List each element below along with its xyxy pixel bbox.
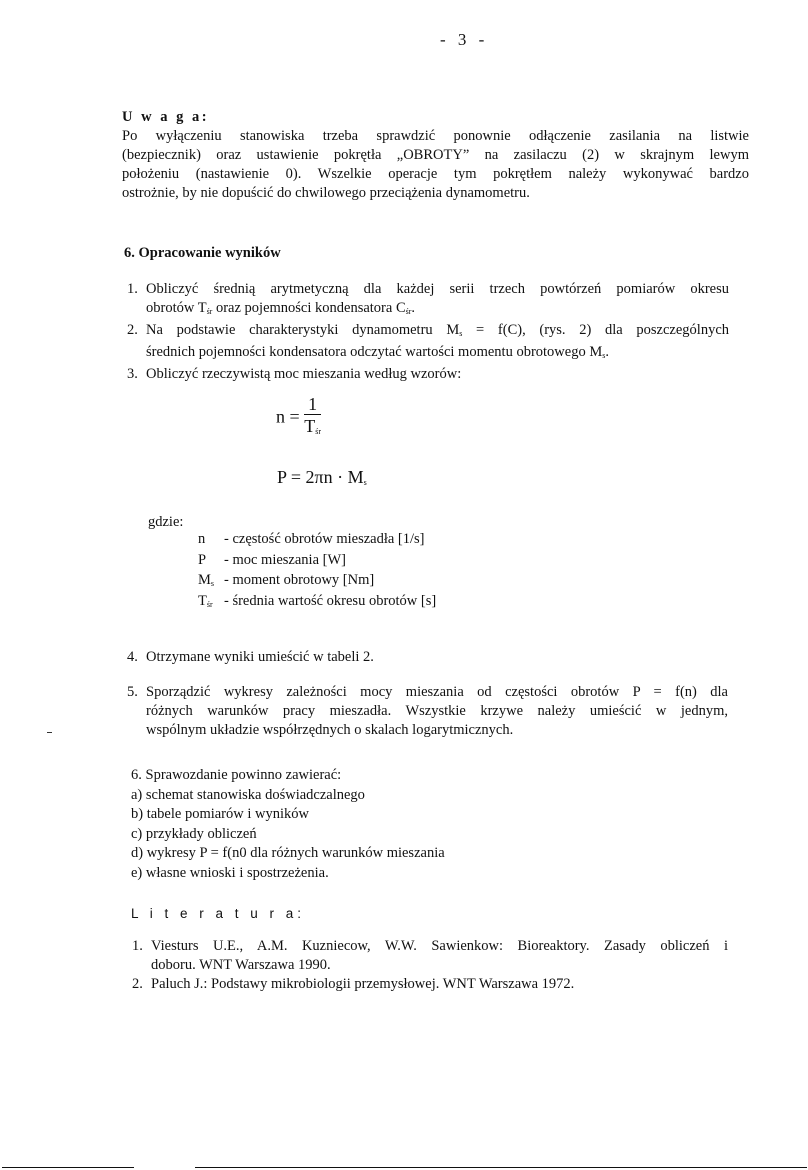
- subitem-c: c) przykłady obliczeń: [131, 825, 257, 842]
- subitem-e: e) własne wnioski i spostrzeżenia.: [131, 864, 329, 881]
- literature-item-1-line-1: Viesturs U.E., A.M. Kuzniecow, W.W. Sawienkow: Bioreaktory. Zasady obliczeń i: [151, 938, 728, 954]
- footer-rule-right: [195, 1167, 807, 1168]
- fraction-numerator: 1: [304, 394, 321, 415]
- list-item-1-line-1: Obliczyć średnią arytmetyczną dla każdej serii trzech powtórzeń pomiarów okresu: [146, 281, 729, 297]
- warning-line-3: położeniu (nastawienie 0). Wszelkie operacje tym pokrętłem należy wykonywać bardzo: [122, 166, 749, 182]
- page-number: - 3 -: [440, 30, 489, 49]
- subitem-a: a) schemat stanowiska doświadczalnego: [131, 786, 365, 803]
- literature-title: L i t e r a t u r a:: [131, 906, 306, 921]
- list-item-2: [121, 321, 729, 365]
- list-item-6-title: 6. Sprawozdanie powinno zawierać:: [131, 767, 342, 783]
- definition-row-p: P - moc mieszania [W]: [198, 551, 346, 568]
- section-title: 6. Opracowanie wyników: [124, 245, 281, 261]
- warning-line-1: Po wyłączeniu stanowiska trzeba sprawdzić ponownie odłączenie zasilania na listwie: [122, 128, 749, 144]
- list-item-3: [121, 365, 729, 384]
- literature-item-1-line-2: doboru. WNT Warszawa 1990.: [151, 957, 331, 973]
- footer-rule-left: [2, 1167, 134, 1168]
- definition-row-n: n - częstość obrotów mieszadła [1/s]: [198, 531, 425, 547]
- literature-item-2: [126, 975, 728, 994]
- list-item-number: 4.: [127, 649, 138, 665]
- definition-row-ms: $M_s$ - moment obrotowy [Nm]: [198, 572, 375, 588]
- list-item-number: 3.: [127, 366, 138, 382]
- list-item-5-line-2: różnych warunków pracy mieszadła. Wszystkie krzywe należy umieścić w jednym,: [146, 703, 728, 719]
- list-item-2-line-2: średnich pojemności kondensatora odczytać wartości momentu obrotowego $M_s$.: [146, 344, 609, 360]
- fraction: [304, 394, 321, 443]
- list-item-4: [121, 648, 751, 667]
- formula-n: [276, 394, 321, 443]
- warning-line-4: ostrożnie, by nie dopuścić do chwilowego przeciążenia dynamometru.: [122, 185, 530, 201]
- subitem-d: d) wykresy P = f(n0 dla różnych warunków mieszania: [131, 845, 445, 861]
- literature-item-1: [126, 937, 728, 975]
- list-item-5-line-3: wspólnym układzie współrzędnych o skalach logarytmicznych.: [146, 722, 514, 738]
- list-item-5-line-1: Sporządzić wykresy zależności mocy mieszania od częstości obrotów P = f(n) dla: [146, 684, 728, 700]
- fraction-denominator: $T_{śr}$: [304, 416, 322, 436]
- list-item-number: 2.: [127, 322, 138, 338]
- list-item-number: 1.: [127, 281, 138, 297]
- literature-list: [126, 937, 728, 994]
- definition-row-tsr: $T_{śr}$ - średnia wartość okresu obrotów [s]: [198, 592, 437, 609]
- warning-title: U w a g a:: [122, 109, 210, 125]
- list-item-number: 5.: [127, 684, 138, 700]
- warning-line-2: (bezpiecznik) oraz ustawienie pokrętła „OBROTY” na zasilaczu (2) w skrajnym lewym: [122, 147, 749, 163]
- margin-mark: [47, 732, 52, 733]
- list-item-1-line-2: obrotów $T_{śr}$ oraz pojemności kondensatora $C_{śr}$.: [146, 300, 416, 316]
- literature-item-2-line-1: Paluch J.: Podstawy mikrobiologii przemysłowej. WNT Warszawa 1972.: [151, 976, 575, 992]
- formula-p: $P = 2\pi n \cdot M_s$: [277, 467, 367, 487]
- list-item-6: [131, 766, 761, 883]
- symbol-definitions: [198, 531, 436, 613]
- list-item-3-text: Obliczyć rzeczywistą moc mieszania według wzorów:: [146, 366, 462, 382]
- list-item-4-text: Otrzymane wyniki umieścić w tabeli 2.: [146, 649, 374, 665]
- formula-n-lhs: n =: [276, 406, 300, 427]
- list-item-1: [121, 280, 729, 321]
- results-list: [121, 280, 729, 384]
- list-item-number: 2.: [132, 976, 143, 992]
- list-item-number: 1.: [132, 938, 143, 954]
- warning-block: [122, 108, 749, 203]
- list-item-2-line-1: Na podstawie charakterystyki dynamometru $M_s = f(C)$, (rys. 2) dla poszczególnych: [146, 322, 729, 338]
- list-item-5: [121, 683, 728, 740]
- subitem-b: b) tabele pomiarów i wyników: [131, 806, 309, 822]
- where-label: gdzie:: [148, 514, 184, 530]
